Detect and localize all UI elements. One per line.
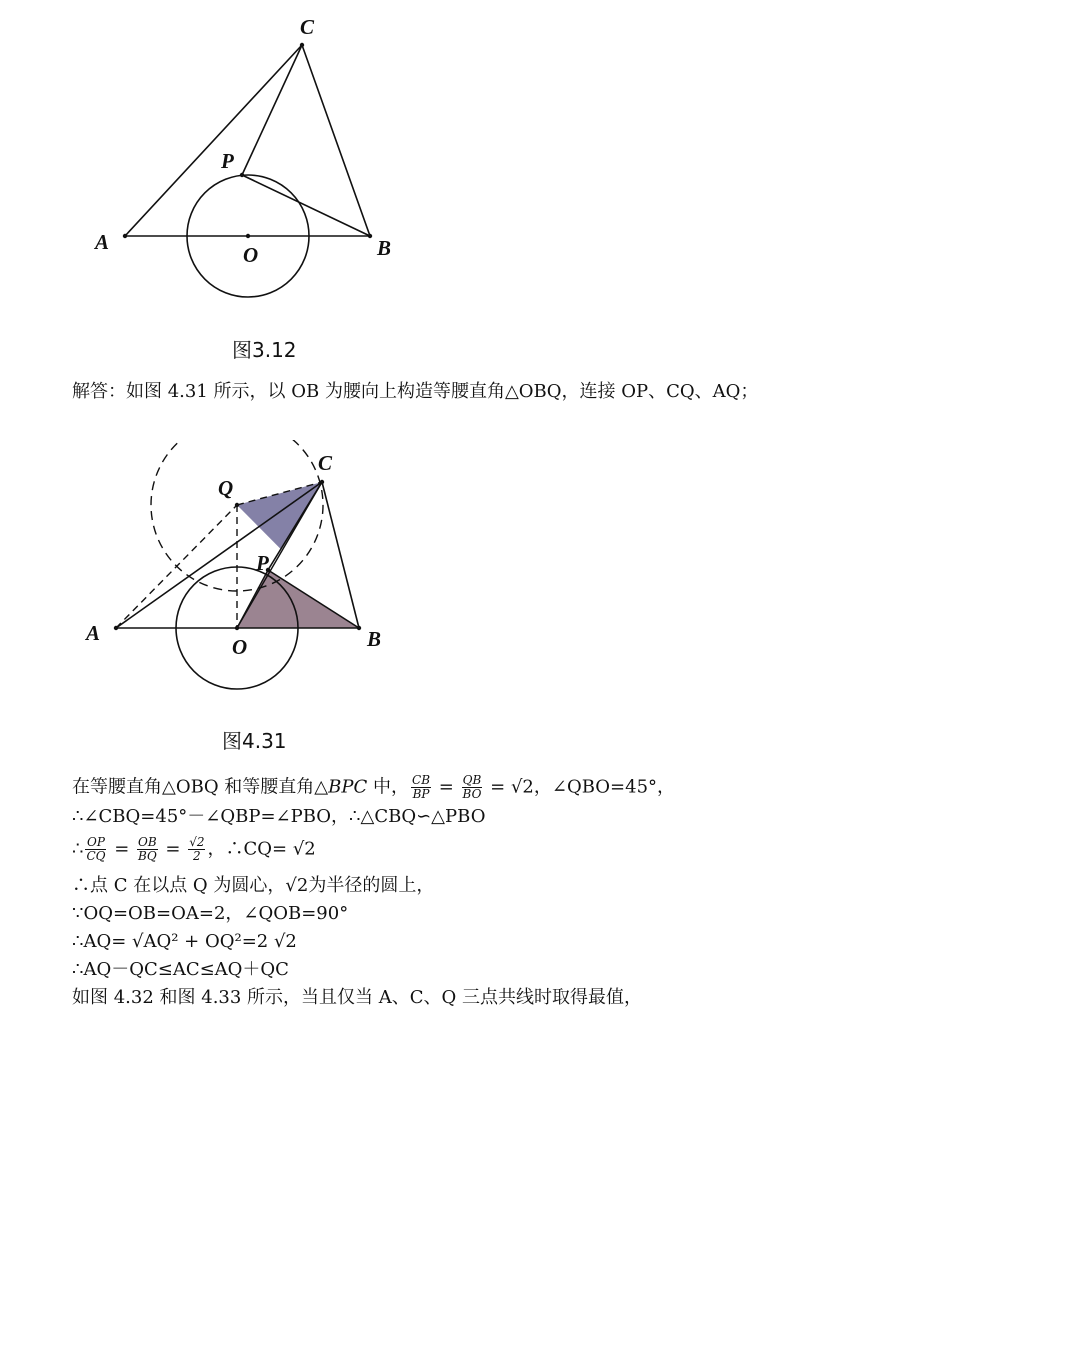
figure-3-12 [0, 0, 460, 320]
figure-3-12-diagram [0, 0, 460, 320]
fraction-cb-bp [411, 774, 431, 801]
point-a [114, 626, 118, 630]
fraction-denominator: BQ [138, 849, 157, 863]
line-1-text-b: BPC [328, 776, 368, 798]
point-q [235, 503, 239, 507]
triangle-abc [125, 45, 370, 236]
point-a [123, 234, 127, 238]
label-a: A [86, 621, 101, 645]
fraction-qb-bo [462, 774, 483, 801]
point-o [235, 626, 239, 630]
fraction-numerator: OB [138, 835, 157, 849]
fraction-numerator: CB [412, 773, 431, 787]
line-3-tail: ，∴CQ= √2 [207, 838, 316, 860]
line-3 [72, 836, 316, 863]
line-3-text-a: ∴ [72, 838, 84, 860]
label-o: O [243, 243, 259, 267]
point-o [246, 234, 250, 238]
fraction-denominator: 2 [193, 849, 201, 863]
line-1-eq2: = √2，∠QBO=45°， [484, 776, 676, 798]
fraction-denominator: CQ [86, 849, 106, 863]
line-1 [72, 774, 675, 801]
line-6: ∴AQ= √AQ² + OQ²=2 √2 [72, 931, 297, 952]
point-b [368, 234, 372, 238]
label-b: B [367, 627, 382, 651]
segment-cp [242, 45, 302, 175]
fraction-numerator: OP [87, 835, 105, 849]
fraction-root2-2 [188, 836, 205, 863]
figure-4-31-caption: 图4.31 [222, 729, 287, 753]
point-c [320, 480, 324, 484]
fraction-numerator: QB [462, 773, 482, 787]
fraction-denominator: BO [462, 787, 482, 801]
fraction-denominator: BP [412, 787, 430, 801]
line-3-eq1: = [108, 838, 136, 860]
label-q: Q [218, 476, 234, 500]
figure-3-12-caption: 图3.12 [232, 338, 297, 362]
label-p: P [221, 149, 234, 173]
label-c: C [300, 15, 315, 39]
line-3-eq2: = [159, 838, 187, 860]
intro-text: 解答：如图 4.31 所示，以 OB 为腰向上构造等腰直角△OBQ，连接 OP、CQ、AQ； [72, 381, 759, 402]
segment-aq [116, 505, 237, 628]
line-4: ∴点 C 在以点 Q 为圆心，√2为半径的圆上， [72, 875, 435, 896]
line-1-text-a: 在等腰直角△OBQ 和等腰直角△ [72, 776, 329, 798]
point-c [300, 43, 304, 47]
point-p [240, 173, 244, 177]
figure-4-31-diagram [0, 440, 460, 720]
label-c: C [318, 451, 333, 475]
label-p: P [256, 551, 269, 575]
fraction-numerator: √2 [189, 835, 205, 849]
line-1-eq1: = [433, 776, 460, 798]
point-b [357, 626, 361, 630]
fraction-ob-bq [137, 836, 158, 863]
fraction-op-cq [85, 836, 106, 863]
figure-4-31 [0, 440, 460, 720]
label-b: B [377, 236, 392, 260]
line-5: ∵OQ=OB=OA=2，∠QOB=90° [72, 903, 349, 924]
label-a: A [95, 230, 110, 254]
line-8: 如图 4.32 和图 4.33 所示，当且仅当 A、C、Q 三点共线时取得最值， [72, 987, 643, 1008]
line-7: ∴AQ－QC≤AC≤AQ＋QC [72, 959, 289, 980]
line-2: ∴∠CBQ=45°－∠QBP=∠PBO，∴△CBQ∽△PBO [72, 806, 486, 827]
line-1-text-c: 中， [367, 776, 410, 798]
label-o: O [232, 635, 248, 659]
